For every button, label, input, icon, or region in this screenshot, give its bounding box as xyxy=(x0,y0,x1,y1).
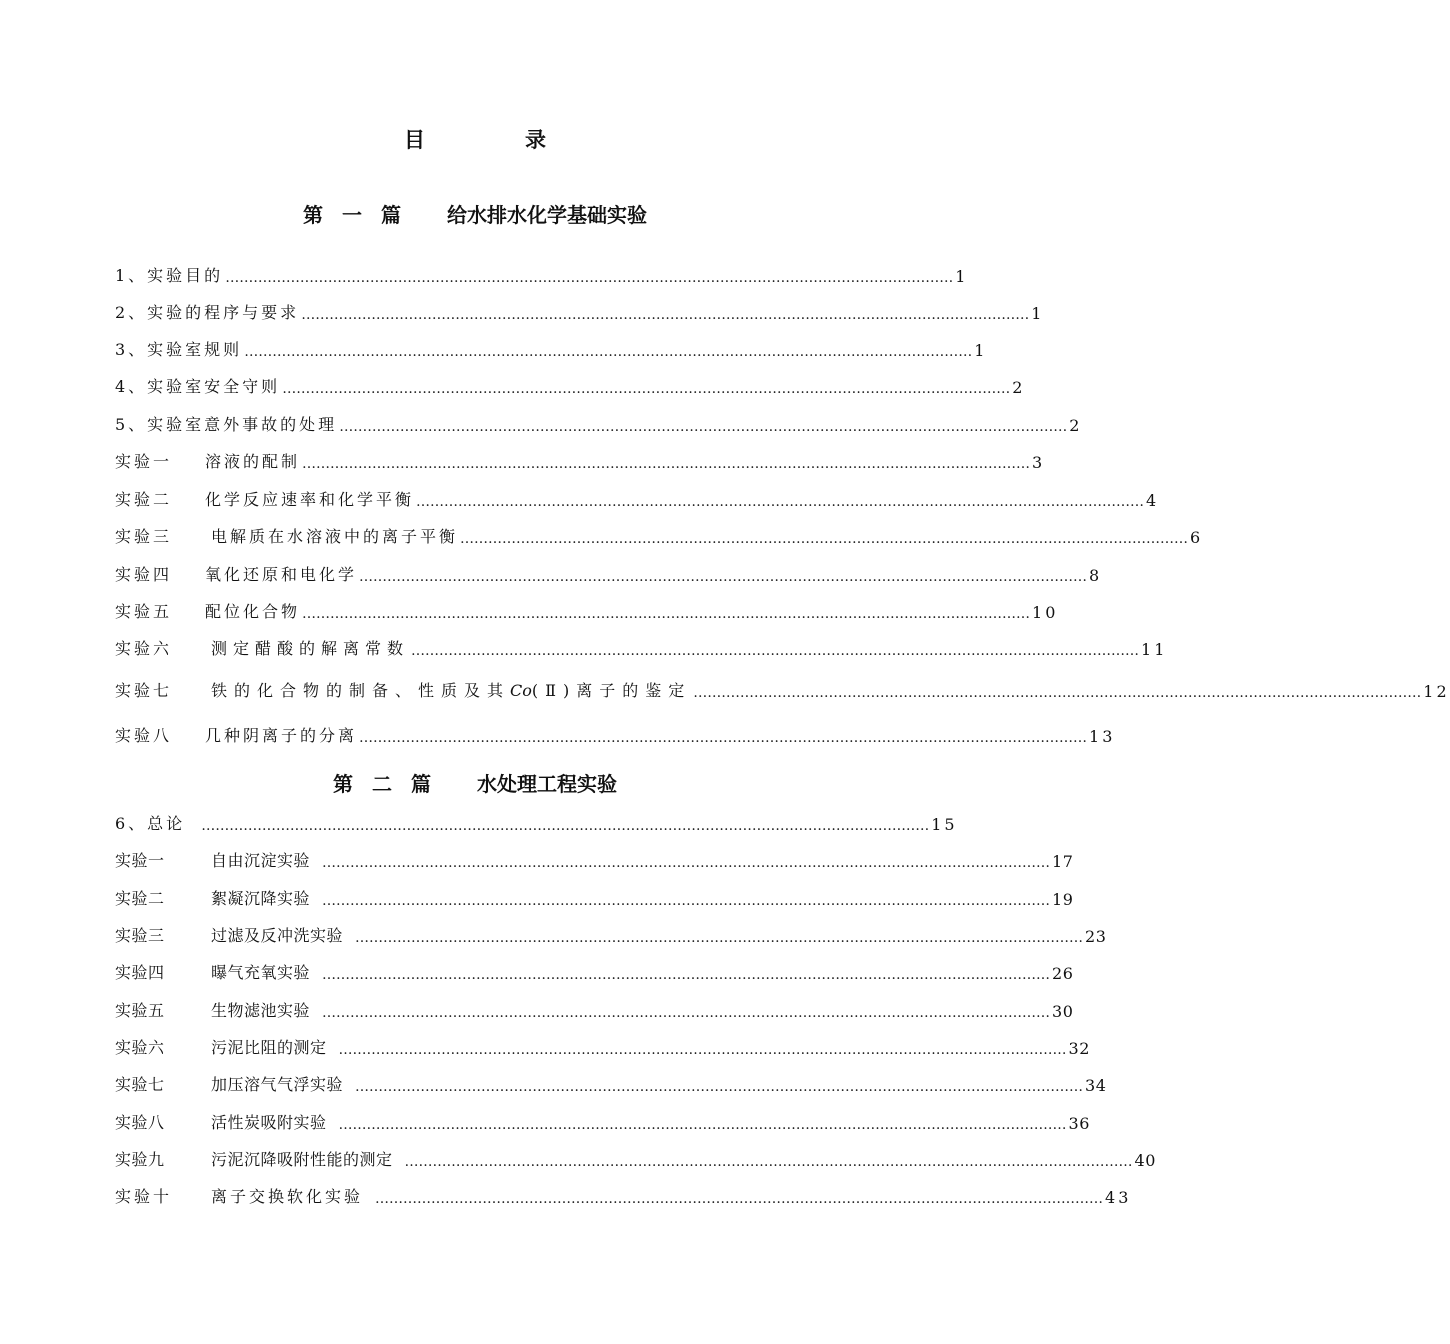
toc-entry[interactable] xyxy=(115,1146,1156,1170)
entry-label: 6、总论 xyxy=(115,814,186,833)
entry-label: 实验三 xyxy=(115,527,173,546)
entry-label: 2、实验的程序与要求 xyxy=(115,303,300,322)
toc-entry[interactable] xyxy=(115,922,1107,946)
toc-entry[interactable] xyxy=(115,262,969,286)
entry-label: 实验八 xyxy=(115,726,173,745)
dot-leader: ………………………………………………………………………………………………………………………………………… xyxy=(355,1079,1084,1095)
part2-heading xyxy=(0,768,950,797)
entry-page: 36 xyxy=(1068,1114,1090,1133)
entry-title: 化学反应速率和化学平衡 xyxy=(205,490,415,509)
dot-leader: ………………………………………………………………………………………………………………………………………… xyxy=(338,1117,1067,1133)
part2-name: 水处理工程实验 xyxy=(476,772,617,796)
part2-number: 第 二 篇 xyxy=(333,772,437,796)
dot-leader: ………………………………………………………………………………………………………………………………………… xyxy=(225,270,954,286)
toc-entry[interactable] xyxy=(115,561,1103,585)
entry-label: 实验八 xyxy=(115,1113,165,1132)
dot-leader: ………………………………………………………………………………………………………………………………………… xyxy=(322,855,1051,871)
entry-page: 1 xyxy=(974,341,988,360)
entry-page: 30 xyxy=(1052,1002,1074,1021)
entry-page: 2 xyxy=(1012,378,1026,397)
entry-label: 3、实验室规则 xyxy=(115,340,243,359)
entry-title: 过滤及反冲洗实验 xyxy=(211,926,344,945)
entry-page: 1 xyxy=(1031,304,1045,323)
dot-leader: ………………………………………………………………………………………………………………………………………… xyxy=(411,643,1140,659)
dot-leader: ………………………………………………………………………………………………………………………………………… xyxy=(359,569,1088,585)
entry-label: 实验一 xyxy=(115,452,173,471)
entry-title xyxy=(211,678,691,701)
entry-label: 实验七 xyxy=(115,681,173,700)
entry-page: 26 xyxy=(1052,964,1074,983)
toc-entry[interactable] xyxy=(115,1071,1107,1095)
entry-title: 生物滤池实验 xyxy=(211,1001,311,1020)
dot-leader: ………………………………………………………………………………………………………………………………………… xyxy=(338,1042,1067,1058)
dot-leader: ………………………………………………………………………………………………………………………………………… xyxy=(416,494,1145,510)
toc-entry[interactable] xyxy=(115,336,988,360)
entry-title: 几种阴离子的分离 xyxy=(205,726,358,745)
toc-entry[interactable] xyxy=(115,959,1074,983)
entry-label: 实验二 xyxy=(115,490,173,509)
dot-leader: ………………………………………………………………………………………………………………………………………… xyxy=(302,456,1031,472)
toc-entry[interactable] xyxy=(115,299,1045,323)
entry-label: 实验十 xyxy=(115,1187,173,1206)
dot-leader: ………………………………………………………………………………………………………………………………………… xyxy=(244,344,973,360)
entry-label: 实验二 xyxy=(115,889,165,908)
entry-title-part: 铁的化合物的制备、性质及其 xyxy=(211,681,511,700)
entry-page: 40 xyxy=(1134,1151,1156,1170)
dot-leader: ………………………………………………………………………………………………………………………………………… xyxy=(201,818,930,834)
entry-label: 实验五 xyxy=(115,602,173,621)
entry-label: 实验七 xyxy=(115,1075,165,1094)
entry-label: 实验四 xyxy=(115,565,173,584)
toc-entry[interactable] xyxy=(115,722,1116,746)
entry-label: 4、实验室安全守则 xyxy=(115,377,281,396)
part1-heading xyxy=(0,199,950,228)
toc-entry[interactable] xyxy=(115,1034,1090,1058)
entry-page: 19 xyxy=(1052,890,1074,909)
dot-leader: ………………………………………………………………………………………………………………………………………… xyxy=(359,730,1088,746)
dot-leader: ………………………………………………………………………………………………………………………………………… xyxy=(460,531,1189,547)
entry-title-part: (Ⅱ)离子的鉴定 xyxy=(531,681,692,700)
entry-label: 实验九 xyxy=(115,1150,165,1169)
entry-label: 实验六 xyxy=(115,1038,165,1057)
entry-page: 10 xyxy=(1032,603,1059,622)
entry-label: 实验五 xyxy=(115,1001,165,1020)
toc-entry[interactable] xyxy=(115,1183,1132,1207)
entry-label: 实验三 xyxy=(115,926,165,945)
toc-entry[interactable] xyxy=(115,810,958,834)
toc-entry[interactable] xyxy=(115,448,1046,472)
entry-title: 污泥沉降吸附性能的测定 xyxy=(211,1150,393,1169)
entry-label: 实验一 xyxy=(115,851,165,870)
entry-page: 13 xyxy=(1089,727,1116,746)
dot-leader: ………………………………………………………………………………………………………………………………………… xyxy=(322,967,1051,983)
dot-leader: ………………………………………………………………………………………………………………………………………… xyxy=(404,1154,1133,1170)
entry-title: 配位化合物 xyxy=(205,602,301,621)
toc-entry[interactable] xyxy=(115,411,1083,435)
dot-leader: ………………………………………………………………………………………………………………………………………… xyxy=(339,419,1068,435)
entry-page: 43 xyxy=(1105,1188,1132,1207)
title-left-char: 目 xyxy=(404,128,425,152)
entry-title: 溶液的配制 xyxy=(205,452,301,471)
entry-page: 15 xyxy=(931,815,958,834)
toc-entry[interactable] xyxy=(115,523,1204,547)
toc-entry[interactable] xyxy=(115,373,1026,397)
entry-title: 电解质在水溶液中的离子平衡 xyxy=(211,527,459,546)
entry-title: 氧化还原和电化学 xyxy=(205,565,358,584)
entry-page: 11 xyxy=(1141,640,1168,659)
dot-leader: ………………………………………………………………………………………………………………………………………… xyxy=(693,685,1422,701)
entry-page: 3 xyxy=(1032,453,1046,472)
entry-page: 8 xyxy=(1089,566,1103,585)
entry-page: 23 xyxy=(1085,927,1107,946)
entry-label: 实验四 xyxy=(115,963,165,982)
dot-leader: ………………………………………………………………………………………………………………………………………… xyxy=(322,1005,1051,1021)
toc-entry[interactable] xyxy=(115,677,1450,701)
entry-page: 17 xyxy=(1052,852,1074,871)
entry-title-formula: Co xyxy=(510,681,532,700)
dot-leader: ………………………………………………………………………………………………………………………………………… xyxy=(355,930,1084,946)
entry-label: 5、实验室意外事故的处理 xyxy=(115,415,338,434)
page-title xyxy=(0,124,950,154)
entry-title: 测定醋酸的解离常数 xyxy=(211,639,410,658)
toc-entry[interactable] xyxy=(115,486,1160,510)
entry-title: 污泥比阻的测定 xyxy=(211,1038,327,1057)
entry-title: 加压溶气气浮实验 xyxy=(211,1075,344,1094)
entry-title: 活性炭吸附实验 xyxy=(211,1113,327,1132)
dot-leader: ………………………………………………………………………………………………………………………………………… xyxy=(301,307,1030,323)
toc-entry[interactable] xyxy=(115,1109,1090,1133)
toc-entry[interactable] xyxy=(115,635,1168,659)
dot-leader: ………………………………………………………………………………………………………………………………………… xyxy=(322,893,1051,909)
entry-title: 曝气充氧实验 xyxy=(211,963,311,982)
entry-title: 离子交换软化实验 xyxy=(211,1187,364,1206)
entry-page: 34 xyxy=(1085,1076,1107,1095)
entry-title: 自由沉淀实验 xyxy=(211,851,311,870)
title-right-char: 录 xyxy=(525,128,546,152)
dot-leader: ………………………………………………………………………………………………………………………………………… xyxy=(302,606,1031,622)
part1-name: 给水排水化学基础实验 xyxy=(446,203,647,227)
dot-leader: ………………………………………………………………………………………………………………………………………… xyxy=(282,381,1011,397)
entry-page: 2 xyxy=(1069,416,1083,435)
toc-entry[interactable] xyxy=(115,847,1074,871)
toc-entry[interactable] xyxy=(115,885,1074,909)
entry-label: 实验六 xyxy=(115,639,173,658)
part1-number: 第 一 篇 xyxy=(303,203,407,227)
entry-page: 32 xyxy=(1068,1039,1090,1058)
dot-leader: ………………………………………………………………………………………………………………………………………… xyxy=(375,1191,1104,1207)
toc-entry[interactable] xyxy=(115,997,1074,1021)
entry-label: 1、实验目的 xyxy=(115,266,224,285)
entry-title: 絮凝沉降实验 xyxy=(211,889,311,908)
entry-page: 4 xyxy=(1146,491,1160,510)
toc-entry[interactable] xyxy=(115,598,1059,622)
entry-page: 1 xyxy=(955,267,969,286)
entry-page: 6 xyxy=(1190,528,1204,547)
entry-page: 12 xyxy=(1423,682,1450,701)
